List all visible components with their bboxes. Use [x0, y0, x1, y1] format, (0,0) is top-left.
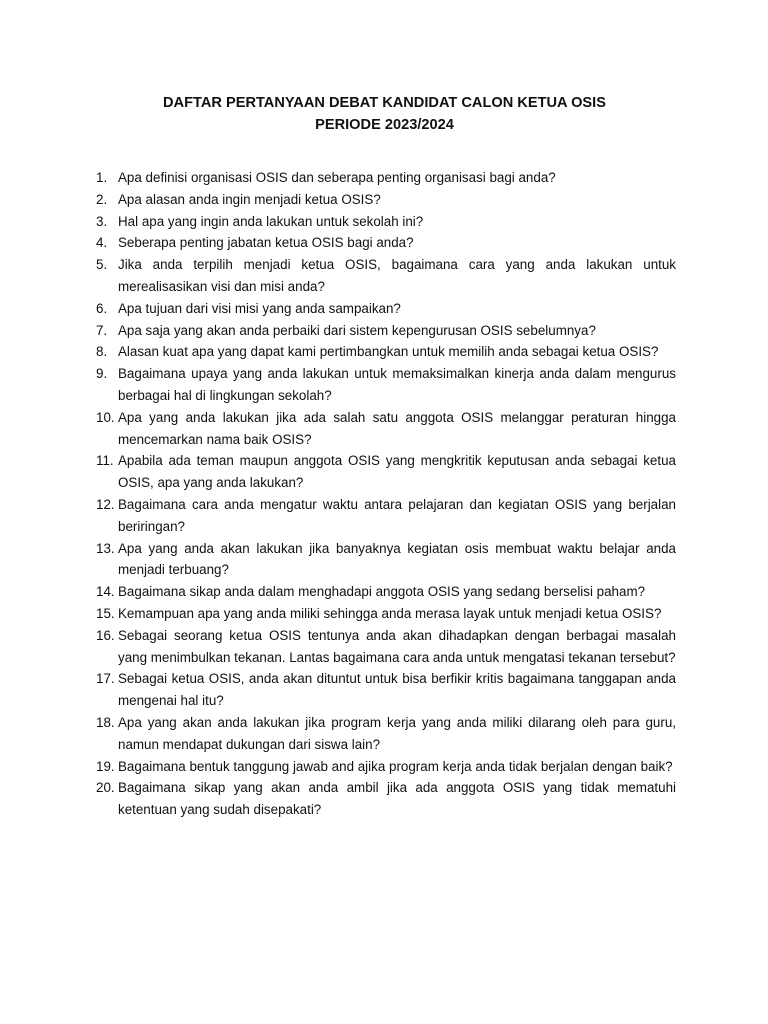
question-number-label: 4.: [96, 235, 108, 251]
question-text: Bagaimana upaya yang anda lakukan untuk memaksimalkan kinerja anda dalam mengurus berbagai hal di lingkungan sekolah?: [118, 366, 676, 403]
question-item: [93, 189, 676, 211]
question-item: [93, 777, 676, 821]
title-line-2: PERIODE 2023/2024: [315, 117, 454, 133]
question-number: [93, 363, 118, 385]
question-item: [93, 538, 676, 582]
question-number: [93, 298, 118, 320]
question-text: Seberapa penting jabatan ketua OSIS bagi anda?: [118, 235, 414, 251]
question-text: Kemampuan apa yang anda miliki sehingga anda merasa layak untuk menjadi ketua OSIS?: [118, 605, 662, 621]
question-item: [93, 407, 676, 451]
question-item: [93, 363, 676, 407]
question-number: [93, 494, 118, 516]
question-text: Apabila ada teman maupun anggota OSIS yang mengkritik keputusan anda sebagai ketua OSIS, apa yang anda lakukan?: [118, 453, 676, 491]
question-number-label: 5.: [96, 257, 108, 273]
question-number-label: 7.: [96, 322, 108, 338]
question-number-label: 6.: [96, 300, 108, 316]
question-number-label: 15.: [96, 605, 115, 621]
question-text: Apa yang anda lakukan jika ada salah satu anggota OSIS melanggar peraturan hingga mencemarkan nama baik OSIS?: [118, 409, 676, 447]
question-number: [93, 407, 118, 429]
question-number: [93, 625, 118, 647]
question-text: Apa alasan anda ingin menjadi ketua OSIS?: [118, 191, 381, 207]
question-number: [93, 777, 118, 799]
question-number-label: 2.: [96, 191, 108, 207]
question-number: [93, 581, 118, 603]
question-item: [93, 668, 676, 712]
question-item: [93, 625, 676, 669]
question-item: [93, 298, 676, 320]
question-text: Bagaimana cara anda mengatur waktu antara pelajaran dan kegiatan OSIS yang berjalan beriringan?: [118, 496, 676, 534]
question-text: Alasan kuat apa yang dapat kami pertimbangkan untuk memilih anda sebagai ketua OSIS?: [118, 344, 659, 360]
question-item: [93, 581, 676, 603]
document-title: [93, 92, 676, 136]
question-item: [93, 450, 676, 494]
question-number: [93, 538, 118, 560]
question-number: [93, 603, 118, 625]
question-number-label: 3.: [96, 213, 108, 229]
question-item: [93, 756, 676, 778]
question-text: Jika anda terpilih menjadi ketua OSIS, bagaimana cara yang anda lakukan untuk merealisasikan visi dan misi anda?: [118, 257, 676, 294]
question-number: [93, 450, 118, 472]
question-item: [93, 211, 676, 233]
question-number-label: 11.: [96, 453, 114, 469]
question-item: [93, 603, 676, 625]
question-number: [93, 167, 118, 189]
question-item: [93, 232, 676, 254]
question-text: Apa definisi organisasi OSIS dan seberapa penting organisasi bagi anda?: [118, 170, 556, 185]
question-number: [93, 232, 118, 254]
question-item: [93, 712, 676, 756]
question-number: [93, 189, 118, 211]
question-number: [93, 668, 118, 690]
question-text: Sebagai ketua OSIS, anda akan dituntut untuk bisa berfikir kritis bagaimana tanggapan anda mengenai hal itu?: [118, 671, 676, 709]
question-number-label: 13.: [96, 540, 115, 556]
question-text: Hal apa yang ingin anda lakukan untuk sekolah ini?: [118, 213, 424, 229]
question-item: [93, 494, 676, 538]
question-number: [93, 341, 118, 363]
title-line-1: DAFTAR PERTANYAAN DEBAT KANDIDAT CALON KETUA OSIS: [163, 95, 606, 111]
question-item: [93, 254, 676, 298]
question-text: Apa yang akan anda lakukan jika program kerja yang anda miliki dilarang oleh para guru, namun mendapat dukungan dari siswa lain?: [118, 714, 676, 752]
question-number-label: 19.: [96, 758, 115, 774]
question-list: [93, 167, 676, 821]
question-number: [93, 712, 118, 734]
question-number-label: 18.: [96, 714, 115, 730]
question-number: [93, 254, 118, 276]
question-number-label: 10.: [96, 409, 115, 425]
question-text: Bagaimana sikap anda dalam menghadapi anggota OSIS yang sedang berselisi paham?: [118, 584, 646, 600]
question-number-label: 9.: [96, 366, 108, 382]
question-item: [93, 167, 676, 189]
question-number-label: 1.: [96, 170, 108, 185]
question-text: Bagaimana bentuk tanggung jawab and ajika program kerja anda tidak berjalan dengan baik?: [118, 758, 673, 774]
question-text: Apa yang anda akan lakukan jika banyaknya kegiatan osis membuat waktu belajar anda menjadi terbuang?: [118, 540, 676, 578]
question-number-label: 12.: [96, 496, 115, 512]
question-text: Apa saja yang akan anda perbaiki dari sistem kepengurusan OSIS sebelumnya?: [118, 322, 596, 338]
question-number-label: 20.: [96, 780, 115, 796]
question-number-label: 8.: [96, 344, 108, 360]
question-item: [93, 341, 676, 363]
question-number-label: 16.: [96, 627, 115, 643]
question-number-label: 17.: [96, 671, 115, 687]
question-text: Sebagai seorang ketua OSIS tentunya anda akan dihadapkan dengan berbagai masalah yang menimbulkan tekanan. Lantas bagaimana cara anda untuk mengatasi tekanan tersebut?: [118, 627, 676, 665]
question-number: [93, 211, 118, 233]
question-text: Bagaimana sikap yang akan anda ambil jika ada anggota OSIS yang tidak mematuhi ketentuan yang sudah disepakati?: [118, 780, 676, 818]
question-number-label: 14.: [96, 584, 115, 600]
question-item: [93, 320, 676, 342]
question-text: Apa tujuan dari visi misi yang anda sampaikan?: [118, 300, 401, 316]
question-number: [93, 756, 118, 778]
question-number: [93, 320, 118, 342]
